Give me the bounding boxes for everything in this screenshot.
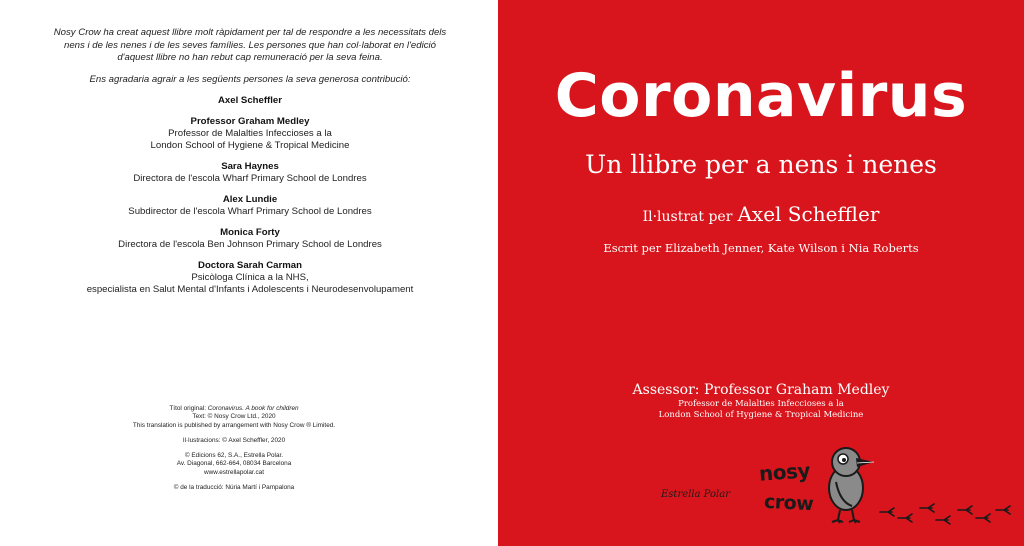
advisor-line: Professor de Malalties Infeccioses a la xyxy=(678,399,844,409)
nosy-crow-logo-word: crow xyxy=(763,490,814,516)
thanks-line: Ens agradaria agrair a les següents persones la seva generosa contribució: xyxy=(89,74,411,85)
contributor xyxy=(20,194,480,218)
publisher-website: www.estrellapolar.cat xyxy=(203,468,265,476)
illustrations-copyright: Il·lustracions: © Axel Scheffler, 2020 xyxy=(182,436,286,444)
advisor-line: London School of Hygiene & Tropical Medicine xyxy=(658,410,864,420)
bird-footprints-icon xyxy=(876,498,1016,528)
contributor xyxy=(20,227,480,251)
contributor-role: Directora de l'escola Ben Johnson Primary School de Londres xyxy=(118,239,382,250)
crow-icon xyxy=(816,440,878,524)
original-title-prefix: Títol original: xyxy=(169,405,208,412)
writers-line: Escrit per Elizabeth Jenner, Kate Wilson i Nia Roberts xyxy=(603,241,919,255)
contributor-role: Professor de Malalties Infeccioses a la xyxy=(168,128,332,139)
contributor-role: especialista en Salut Mental d'Infants i Adolescents i Neurodesenvolupament xyxy=(86,284,414,295)
intro-paragraph: Nosy Crow ha creat aquest llibre molt ràpidament per tal de respondre a les necessitats dels nens i de les nenes i de les seves famílies. Les persones que han col·laborat en l'edició d'aquest llibre no han rebut cap remuneració per la seva feina. xyxy=(53,27,447,63)
advisor-block xyxy=(498,381,1024,421)
contributor-name: Monica Forty xyxy=(220,227,280,238)
estrella-polar-logo: Estrella Polar xyxy=(661,489,730,500)
contributor-name: Axel Scheffler xyxy=(218,95,282,106)
original-title: Coronavirus. A book for children xyxy=(207,405,299,412)
illustrated-prefix: Il·lustrat per xyxy=(642,209,733,225)
contributor-name: Sara Haynes xyxy=(221,161,279,172)
contributor xyxy=(20,161,480,185)
book-subtitle: Un llibre per a nens i nenes xyxy=(585,150,937,179)
contributor-name: Alex Lundie xyxy=(222,194,278,205)
contributor-role: London School of Hygiene & Tropical Medicine xyxy=(150,140,350,151)
illustrator-line xyxy=(498,200,1024,231)
right-page-cover xyxy=(498,0,1024,546)
contributor xyxy=(20,95,480,107)
contributor xyxy=(20,260,480,296)
contributors-list xyxy=(20,95,480,305)
nosy-crow-logo-word: nosy xyxy=(758,458,811,486)
copyright-credits xyxy=(84,405,384,492)
advisor-main: Assessor: Professor Graham Medley xyxy=(632,382,890,398)
left-page xyxy=(0,0,498,546)
translation-copyright: © de la traducció: Núria Martí i Pampalona xyxy=(173,484,295,492)
contributor-name: Doctora Sarah Carman xyxy=(198,260,302,271)
text-copyright: Text: © Nosy Crow Ltd., 2020 xyxy=(192,413,276,421)
illustrator-name: Axel Scheffler xyxy=(737,202,880,226)
contributor-role: Subdirector de l'escola Wharf Primary School de Londres xyxy=(128,206,372,217)
publisher-copyright: © Edicions 62, S.A., Estrella Polar. xyxy=(184,452,284,460)
contributor-role: Psicòloga Clínica a la NHS, xyxy=(191,272,309,283)
book-title: Coronavirus xyxy=(554,61,968,131)
contributor-role: Directora de l'escola Wharf Primary School de Londres xyxy=(133,173,367,184)
arrangement-note: This translation is published by arrangement with Nosy Crow ® Limited. xyxy=(132,421,336,429)
publisher-address: Av. Diagonal, 662-664, 08034 Barcelona xyxy=(176,460,292,468)
contributor xyxy=(20,116,480,152)
contributor-name: Professor Graham Medley xyxy=(190,116,310,127)
